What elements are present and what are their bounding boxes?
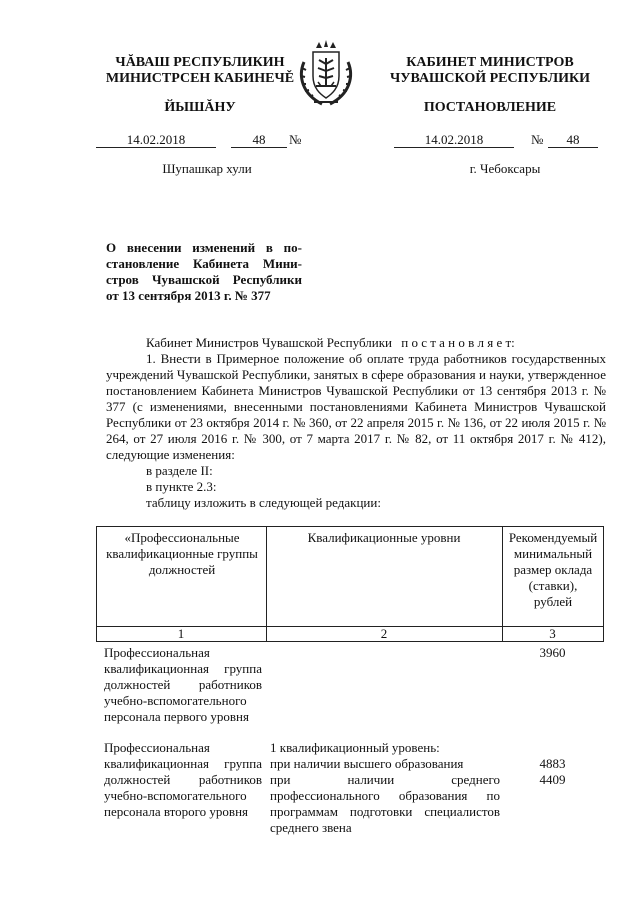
header-right-doc-type: ПОСТАНОВЛЕНИЕ — [423, 100, 557, 115]
table-row-2-level-title: 1 квалификационный уровень: — [270, 740, 440, 755]
table-top-border — [96, 526, 604, 527]
title-line-4: от 13 сентября 2013 г. № 377 — [106, 288, 271, 303]
table-colnum-3: 3 — [549, 626, 556, 641]
paragraph-3: в пункте 2.3: — [146, 479, 217, 494]
title-line-1: О внесении изменений в по- — [106, 240, 302, 255]
right-date-field — [394, 132, 514, 148]
paragraph-4: таблицу изложить в следующей редакции: — [146, 495, 381, 510]
intro-line — [146, 335, 606, 351]
title-line-2: становление Кабинета Мини- — [106, 256, 302, 271]
table-col-divider-2 — [502, 526, 503, 642]
left-date: 14.02.2018 — [126, 132, 186, 147]
intro-resolves: п о с т а н о в л я е т: — [401, 335, 515, 350]
table-row-1-salary: 3960 — [539, 645, 566, 660]
table-row-2-level-1: при наличии высшего образования — [270, 756, 464, 771]
header-left-line2: МИНИСТРСЕН КАБИНЕЧĚ — [105, 71, 295, 86]
header-right-line1: КАБИНЕТ МИНИСТРОВ — [406, 55, 574, 70]
right-number-field — [548, 132, 598, 148]
right-date: 14.02.2018 — [424, 132, 484, 147]
table-colnum-1: 1 — [177, 626, 185, 641]
table-row-2-salary-2: 4409 — [539, 772, 566, 787]
document-title — [106, 240, 302, 304]
table-left-border — [96, 526, 97, 642]
paragraph-1: 1. Внести в Примерное положение об оплате труда работников государственных учреждений Чувашской Республики, занятых в сфере образования и науки, утвержденное постановлением Кабинета Министров Чувашской Республики от 13 сентября 2013 г. № 377 (с изменениями, внесенными постановлениями Кабинета Министров Чувашской Республики от 23 октября 2014 г. № 360, от 22 апреля 2015 г. № 136, от 22 июля 2015 г. № 264, от 27 июля 2016 г. № 300, от 7 марта 2017 г. № 82, от 11 октября 2017 г. № 412), следующие изменения: — [106, 351, 606, 462]
table-row-2-level-2: при наличии среднего профессионального образования по программам подготовки специалистов среднего звена — [270, 772, 500, 835]
right-number: 48 — [566, 132, 580, 147]
right-number-sign: № — [531, 132, 544, 147]
left-city: Шупашкар хули — [162, 161, 252, 176]
left-number-field — [231, 132, 287, 148]
intro-cabinet: Кабинет Министров Чувашской Республики — [146, 335, 392, 350]
left-number: 48 — [252, 132, 266, 147]
coat-of-arms-emblem — [296, 38, 356, 110]
right-city: г. Чебоксары — [469, 161, 541, 176]
header-left-doc-type: ЙЫШĂНУ — [164, 100, 236, 115]
title-line-3: стров Чувашской Республики — [106, 272, 302, 287]
header-left-line1: ЧĂВАШ РЕСПУБЛИКИН — [115, 55, 285, 70]
left-number-sign: № — [289, 132, 302, 147]
table-header-salary: Рекомендуемый минимальный размер оклада (ставки), рублей — [508, 530, 598, 609]
header-right-line2: ЧУВАШСКОЙ РЕСПУБЛИКИ — [389, 71, 591, 86]
table-col-divider-1 — [266, 526, 267, 642]
table-header-levels: Квалификационные уровни — [307, 530, 461, 545]
table-header-group: «Профессиональные квалификационные группы должностей — [106, 530, 258, 577]
paragraph-2: в разделе II: — [146, 463, 213, 478]
table-row-2-group: Профессиональная квалификационная группа должностей работников учебно-вспомогательного персонала второго уровня — [104, 740, 262, 819]
table-colnum-2: 2 — [380, 626, 388, 641]
table-row-1-group: Профессиональная квалификационная группа должностей работников учебно-вспомогательного персонала первого уровня — [104, 645, 262, 724]
table-right-border — [603, 526, 604, 642]
table-row-2-salary-1: 4883 — [539, 756, 566, 771]
left-date-field — [96, 132, 216, 148]
